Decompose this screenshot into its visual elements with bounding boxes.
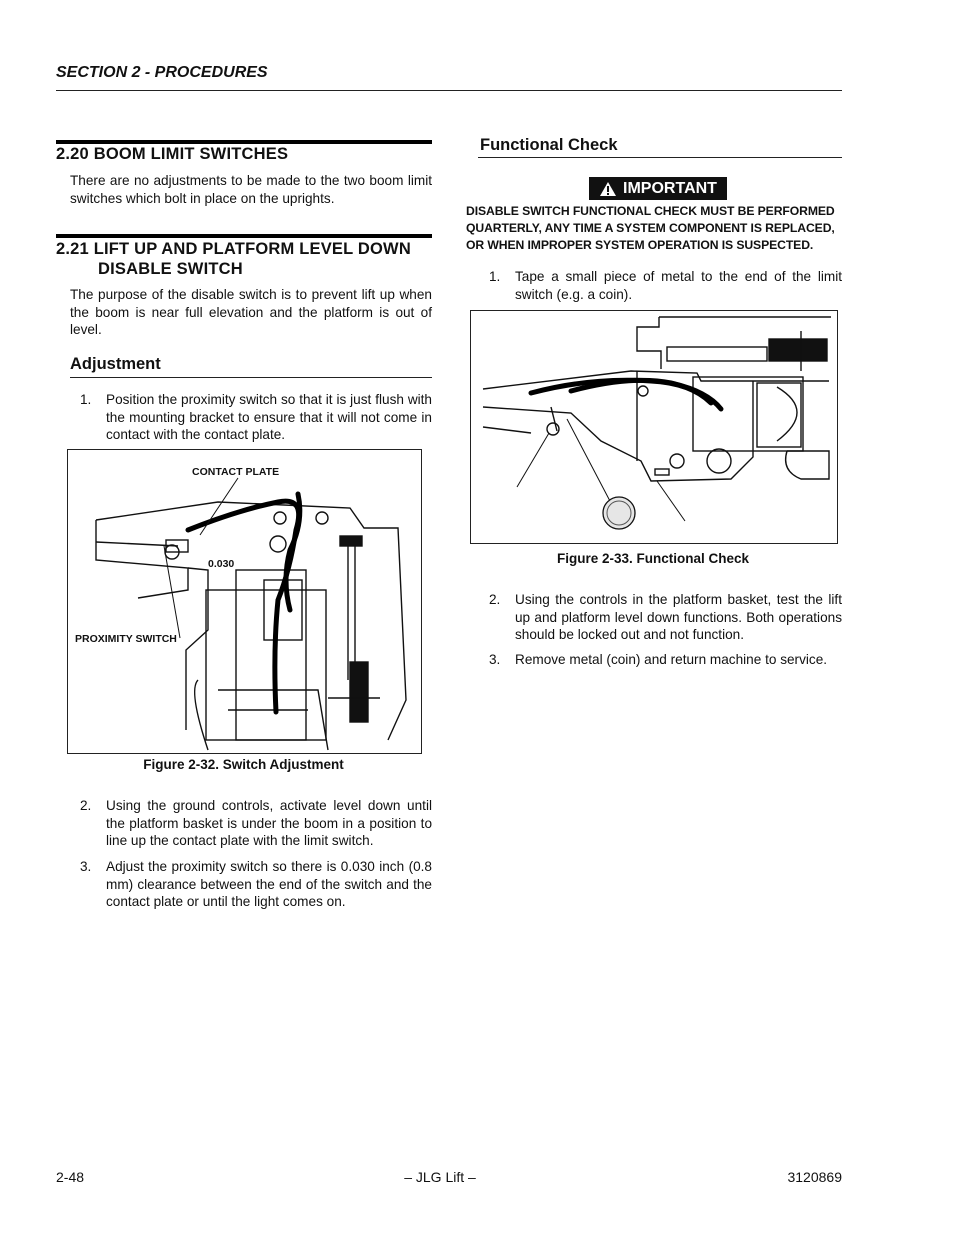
list-item: [489, 651, 842, 671]
important-text: [466, 203, 846, 254]
heading-2-21-line2: DISABLE SWITCH: [98, 260, 243, 278]
list-text: Using the ground controls, activate level down until the platform basket is under the boom in a position to line up the contact plate with the limit switch.: [106, 798, 432, 848]
paragraph-2-20: There are no adjustments to be made to the two boom limit switches which bolt in place on the uprights.: [70, 173, 432, 206]
important-badge: [589, 177, 727, 200]
list-number: 3.: [489, 652, 501, 667]
heading-2-20: 2.20 BOOM LIMIT SWITCHES: [56, 145, 289, 163]
heading-functional-check: Functional Check: [480, 136, 618, 154]
functional-check-illustration: [471, 311, 837, 543]
switch-adjustment-illustration: [68, 450, 421, 753]
footer-brand: – JLG Lift –: [404, 1169, 476, 1185]
important-label: IMPORTANT: [623, 179, 717, 197]
warning-line: DISABLE SWITCH FUNCTIONAL CHECK MUST BE PERFORMED: [466, 204, 835, 218]
list-text: Position the proximity switch so that it is just flush with the mounting bracket to ensure that it will not come in contact with the contact plate.: [106, 392, 432, 442]
list-text: Adjust the proximity switch so there is 0.030 inch (0.8 mm) clearance between the end of the switch and the contact plate or until the light comes on.: [106, 859, 432, 909]
list-number: 2.: [80, 798, 92, 813]
figure-caption: Figure 2-32. Switch Adjustment: [143, 757, 344, 772]
heading-rule: [56, 234, 432, 238]
list-number: 1.: [80, 392, 92, 407]
list-item: [80, 858, 432, 912]
list-item: [489, 268, 842, 304]
warning-icon: [599, 181, 617, 197]
list-item: [80, 391, 432, 445]
list-item: [80, 797, 432, 851]
figure-functional-check: [470, 310, 838, 544]
section-title: SECTION 2 - PROCEDURES: [56, 64, 268, 81]
warning-line: QUARTERLY, ANY TIME A SYSTEM COMPONENT IS REPLACED,: [466, 221, 835, 235]
subheading-rule: [70, 377, 432, 378]
page-number: 2-48: [56, 1169, 85, 1185]
document-number: 3120869: [787, 1169, 842, 1185]
list-text: Tape a small piece of metal to the end of the limit switch (e.g. a coin).: [515, 269, 842, 302]
warning-line: OR WHEN IMPROPER SYSTEM OPERATION IS SUSPECTED.: [466, 238, 814, 252]
heading-2-21-line1: 2.21 LIFT UP AND PLATFORM LEVEL DOWN: [56, 240, 411, 258]
label-gap: 0.030: [208, 558, 235, 570]
list-text: Remove metal (coin) and return machine to service.: [515, 652, 828, 667]
list-text: Using the controls in the platform basket, test the lift up and platform level down functions. Both operations should be locked out and not function.: [515, 592, 842, 642]
heading-adjustment: Adjustment: [70, 355, 161, 373]
figure-caption: Figure 2-33. Functional Check: [556, 551, 750, 566]
figure-switch-adjustment: [67, 449, 422, 754]
paragraph-2-21: The purpose of the disable switch is to prevent lift up when the boom is near full elevation and the platform is out of level.: [70, 287, 432, 337]
list-number: 1.: [489, 269, 501, 284]
list-number: 2.: [489, 592, 501, 607]
heading-rule: [56, 140, 432, 144]
list-number: 3.: [80, 859, 92, 874]
label-contact-plate: CONTACT PLATE: [192, 466, 280, 478]
list-item: [489, 591, 842, 645]
label-proximity-switch: PROXIMITY SWITCH: [75, 633, 177, 645]
subheading-rule: [478, 157, 842, 158]
section-header: [56, 64, 842, 91]
